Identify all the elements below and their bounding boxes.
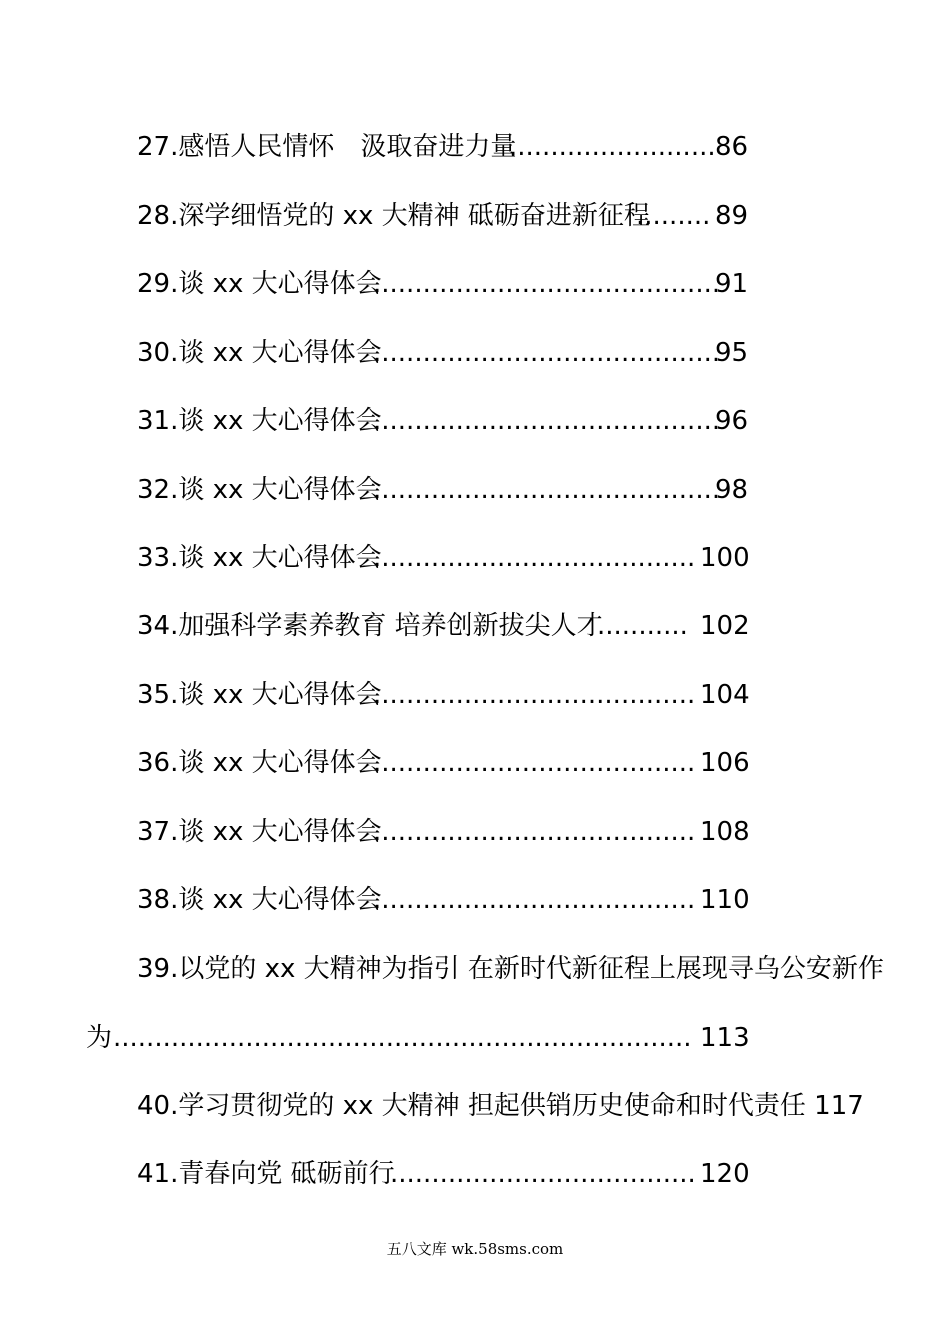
toc-leader-dots: .......................................... bbox=[373, 338, 721, 368]
toc-title: 40.学习贯彻党的 xx 大精神 担起供销历史使命和时代责任 117 bbox=[137, 1091, 864, 1121]
toc-leader-dots: ..................................... bbox=[390, 1159, 696, 1189]
toc-page-number: 86 bbox=[715, 132, 749, 162]
toc-title: 31.谈 xx 大心得体会 bbox=[137, 406, 382, 436]
toc-page-number: 106 bbox=[700, 748, 750, 778]
toc-title: 37.谈 xx 大心得体会 bbox=[137, 817, 382, 847]
toc-leader-dots: .......................................... bbox=[373, 475, 721, 505]
toc-leader-dots: ....................................... bbox=[373, 543, 696, 573]
toc-entry-27[interactable] bbox=[0, 127, 950, 167]
toc-entry-35[interactable] bbox=[0, 675, 950, 715]
footer-watermark: 五八文库 wk.58sms.com bbox=[386, 1240, 564, 1258]
toc-leader-dots: ......................... bbox=[509, 132, 716, 162]
toc-entry-32[interactable] bbox=[0, 470, 950, 510]
toc-page-number: 102 bbox=[700, 611, 750, 641]
toc-entry-33[interactable] bbox=[0, 538, 950, 578]
toc-entry-36[interactable] bbox=[0, 743, 950, 783]
toc-entry-34[interactable] bbox=[0, 606, 950, 646]
toc-entry-40[interactable] bbox=[0, 1086, 950, 1126]
toc-title: 34.加强科学素养教育 培养创新拔尖人才 bbox=[137, 611, 603, 641]
toc-leader-dots: .......................................... bbox=[373, 269, 721, 299]
toc-title: 29.谈 xx 大心得体会 bbox=[137, 269, 382, 299]
toc-page-number: 108 bbox=[700, 817, 750, 847]
toc-title-continued: 为 bbox=[86, 1023, 113, 1053]
toc-page-number: 100 bbox=[700, 543, 750, 573]
toc-page-number: 120 bbox=[700, 1159, 750, 1189]
toc-title: 33.谈 xx 大心得体会 bbox=[137, 543, 382, 573]
toc-leader-dots: ...................................................................... bbox=[113, 1023, 692, 1053]
toc-title: 41.青春向党 砥砺前行 bbox=[137, 1159, 395, 1189]
toc-leader-dots: .......................................... bbox=[373, 406, 721, 436]
toc-leader-dots: ....................................... bbox=[373, 680, 696, 710]
toc-title: 35.谈 xx 大心得体会 bbox=[137, 680, 382, 710]
toc-title: 32.谈 xx 大心得体会 bbox=[137, 475, 382, 505]
toc-page-number: 110 bbox=[700, 885, 750, 915]
toc-entry-30[interactable] bbox=[0, 333, 950, 373]
toc-entry-37[interactable] bbox=[0, 812, 950, 852]
toc-leader-dots: ......... bbox=[636, 201, 711, 231]
toc-title: 28.深学细悟党的 xx 大精神 砥砺奋进新征程 bbox=[137, 201, 650, 231]
toc-entry-41[interactable] bbox=[0, 1154, 950, 1194]
toc-page-number: 96 bbox=[715, 406, 749, 436]
toc-title: 38.谈 xx 大心得体会 bbox=[137, 885, 382, 915]
toc-leader-dots: ........... bbox=[597, 611, 688, 641]
toc-page-number: 104 bbox=[700, 680, 750, 710]
toc-page-number: 98 bbox=[715, 475, 749, 505]
toc-leader-dots: ....................................... bbox=[373, 748, 696, 778]
toc-page-number: 89 bbox=[715, 201, 749, 231]
toc-leader-dots: ....................................... bbox=[373, 885, 696, 915]
toc-entry-39[interactable] bbox=[0, 949, 950, 989]
toc-title: 27.感悟人民情怀 汲取奋进力量 bbox=[137, 132, 517, 162]
toc-leader-dots: ....................................... bbox=[373, 817, 696, 847]
toc-title: 36.谈 xx 大心得体会 bbox=[137, 748, 382, 778]
toc-entry-28[interactable] bbox=[0, 196, 950, 236]
toc-title: 30.谈 xx 大心得体会 bbox=[137, 338, 382, 368]
toc-entry-31[interactable] bbox=[0, 401, 950, 441]
toc-page-number: 91 bbox=[715, 269, 749, 299]
toc-entry-38[interactable] bbox=[0, 880, 950, 920]
toc-page-number: 113 bbox=[700, 1023, 750, 1053]
toc-page-number: 95 bbox=[715, 338, 749, 368]
toc-title: 39.以党的 xx 大精神为指引 在新时代新征程上展现寻乌公安新作 bbox=[137, 954, 884, 984]
toc-entry-29[interactable] bbox=[0, 264, 950, 304]
toc-entry-39-continued[interactable] bbox=[0, 1018, 950, 1058]
